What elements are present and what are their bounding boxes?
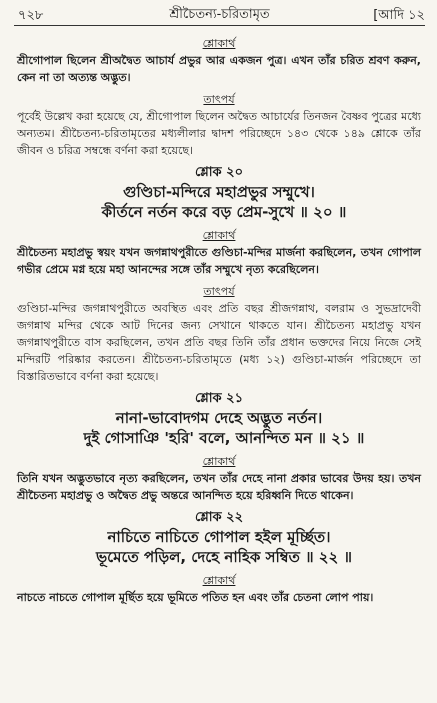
page-header (14, 3, 425, 25)
verse-title: শ্লোক ২২ (194, 510, 244, 525)
book-title: শ্রীচৈতন্য-চরিতামৃত (169, 7, 270, 22)
verse-line: ভূমেতে পড়িল, দেহে নাহিক সম্বিত ॥ ২২ ॥ (95, 548, 353, 566)
verse-title: শ্লোক ২০ (194, 165, 244, 180)
translation-text: শ্রীগোপাল ছিলেন শ্রীঅদ্বৈত আচার্য প্রভুর আর একজন পুত্র। এখন তাঁর চরিত শ্রবণ করুন, কেন না তা অত্যন্ত অদ্ভুত। (17, 54, 421, 84)
header-rule (14, 25, 425, 26)
translation-text: শ্রীচৈতন্য মহাপ্রভু স্বয়ং যখন জগন্নাথপুরীতে গুণ্ডিচা-মন্দির মার্জনা করছিলেন, তখন গোপাল গভীর প্রেমে মগ্ন হয়ে মহা আনন্দের সঙ্গে তাঁর সম্মুখে নৃত্য করেছিলেন। (17, 246, 421, 276)
translation-label: শ্লোকার্থ (202, 37, 236, 50)
page-content (17, 30, 421, 606)
purport-label: তাৎপর্য (203, 93, 235, 106)
translation-label: শ্লোকার্থ (202, 455, 236, 468)
verse-title: শ্লোক ২১ (194, 391, 244, 406)
translation-label: শ্লোকার্থ (202, 574, 236, 587)
verse-line: দুই গোসাঞি 'হরি' বলে, আনন্দিত মন ॥ ২১ ॥ (83, 429, 365, 447)
purport-label: তাৎপর্য (203, 285, 235, 298)
page-number: ৭২৮ (18, 8, 44, 23)
purport-text: গুণ্ডিচা-মন্দির জগন্নাথপুরীতে অবস্থিত এবং প্রতি বছর শ্রীজগন্নাথ, বলরাম ও সুভদ্রাদেবী জগন্নাথ মন্দির থেকে আট দিনের জন্য সেখানে থাকতে যান। শ্রীচৈতন্য মহাপ্রভু যখন জগন্নাথপুরীতে বাস করছিলেন, তখন প্রতি বছর তিনি তাঁর প্রধান ভক্তদের নিয়ে নিজে সেই মন্দিরটি পরিষ্কার করতেন। শ্রীচৈতন্য-চরিতামৃতে (মধ্য ১২) গুণ্ডিচা-মার্জন পরিচ্ছেদে তা বিস্তারিতভাবে বর্ণনা করা হয়েছে। (17, 302, 421, 383)
purport-text: পূর্বেই উল্লেখ করা হয়েছে যে, শ্রীগোপাল ছিলেন অদ্বৈত আচার্যের তিনজন বৈষ্ণব পুত্রের মধ্যে অন্যতম। শ্রীচৈতন্য-চরিতামৃতের মধ্যলীলার দ্বাদশ পরিচ্ছেদে ১৪৩ থেকে ১৪৯ শ্লোকে তাঁর জীবন ও চরিত্র সম্বন্ধে বর্ণনা করা হয়েছে। (17, 110, 421, 157)
verse-line: নানা-ভাবোদগম দেহে অদ্ভুত নর্তন। (115, 409, 323, 427)
verse-line: কীর্তনে নর্তন করে বড় প্রেম-সুখে ॥ ২০ ॥ (101, 203, 347, 221)
verse-line: নাচিতে নাচিতে গোপাল হইল মূর্চ্ছিত। (107, 528, 331, 546)
section-marker: [আদি ১২ (373, 8, 425, 23)
translation-text: নাচতে নাচতে গোপাল মূর্ছিত হয়ে ভূমিতে পতিত হন এবং তাঁর চেতনা লোপ পায়। (17, 591, 374, 604)
translation-text: তিনি যখন অদ্ভুতভাবে নৃত্য করছিলেন, তখন তাঁর দেহে নানা প্রকার ভাবের উদয় হয়। তখন শ্রীচৈতন্য মহাপ্রভু ও অদ্বৈত প্রভু অন্তরে আনন্দিত হয়ে হরিধ্বনি দিতে থাকেন। (17, 472, 421, 502)
translation-label: শ্লোকার্থ (202, 229, 236, 242)
verse-line: গুণ্ডিচা-মন্দিরে মহাপ্রভুর সম্মুখে। (123, 183, 315, 201)
